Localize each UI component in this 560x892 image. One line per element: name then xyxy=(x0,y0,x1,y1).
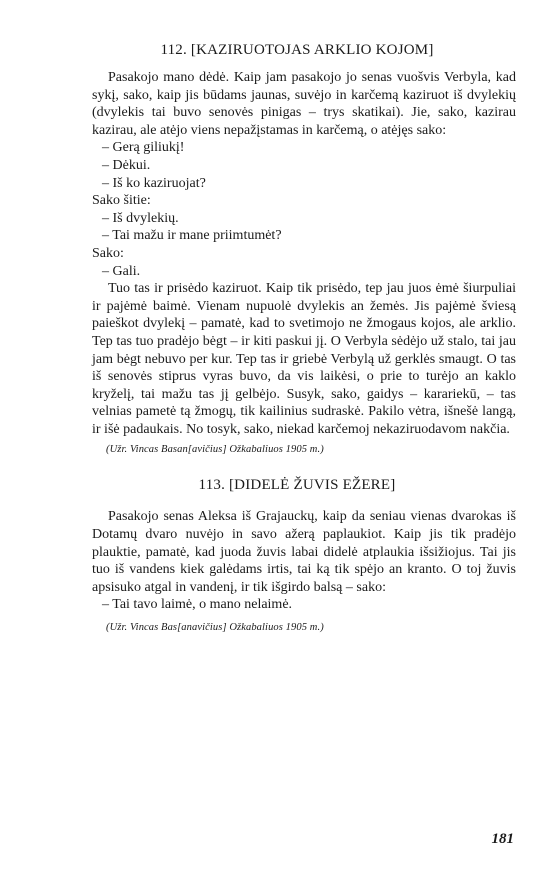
dialogue-line: – Tai tavo laimė, o mano nelaimė. xyxy=(102,597,293,613)
dialogue-line: Sako: xyxy=(92,245,124,261)
dialogue-line: – Gali. xyxy=(102,263,141,279)
page-number: 181 xyxy=(491,831,514,847)
dialogue-line: – Dėkui. xyxy=(102,157,151,173)
story-112-source-note: (Užr. Vincas Basan[avičius] Ožkabaliuos 1905 m.) xyxy=(106,444,324,456)
dialogue-line: Sako šitie: xyxy=(92,193,151,209)
story-112-outro: Tuo tas ir prisėdo kaziruot. Kaip tik prisėdo, tep jau juos ėmė šiurpuliai ir pajėmė baimė. Vienam nupuolė dvylekis an žemės. Jis pajėmė šviesą paieškot dvylekį – pamatė, kad to svetimojo ne žmogaus kojos, ale arklio. Tep tas tuo pradėjo bėgt – ir kiti paskui jį. O Verbyla sėdėjo už stalo, tai jau jam bėgt nebuvo per kur. Tep tas ir griebė Verbylą už gerklės smaugt. O tas iš senovės stiprus vyras buvo, da vis laikėsi, o prie to turėjo an kaklo kryželį, tai mažu tas jį gelbėjo. Susyk, sako, gaidys – karariekū, – tas velnias pametė tą žmogų, tik kailinius sudraskė. Pakilo vėtra, išnešė langą, ir išė padaukais. No tosyk, sako, niekad karčemoj nekaziruodavom nakčia. xyxy=(92,281,516,437)
dialogue-line: – Iš dvylekių. xyxy=(102,210,179,226)
dialogue-line: – Tai mažu ir mane priimtumėt? xyxy=(102,228,282,244)
dialogue-line: – Iš ko kaziruojat? xyxy=(102,175,206,191)
story-112-intro: Pasakojo mano dėdė. Kaip jam pasakojo jo senas vuošvis Verbyla, kad sykį, sako, kaip jis būdams jaunas, suvėjo in karčemą kaziruot iš dvylekių (dvylekis tai buvo senovės pinigas – trys skatikai). Jie, sako, kazirau kazirau, ale atėjo viens nepažįstamas in karčemą, o atėjęs sako: xyxy=(92,70,516,138)
story-112-dialogue xyxy=(92,139,516,280)
story-113-source-note: (Užr. Vincas Bas[anavičius] Ožkabaliuos 1905 m.) xyxy=(106,622,324,634)
story-113-intro: Pasakojo senas Aleksa iš Grajauckų, kaip da seniau vienas dvarokas iš Dotamų dvaro nuvėjo in savo ažerą paplaukiot. Kaip jis tik pradėjo plauktie, pamatė, kad juoda žuvis labai didelė atplaukia išsižiojus. Tai jis tuo iš vandens kiek galėdams irtis, tai ką tik spėjo an kranto. O toj žuvis apsisuko atgal in vandenį, ir tik išgirdo balsą – sako: xyxy=(92,509,516,595)
story-113-heading: 113. [DIDELĖ ŽUVIS EŽERE] xyxy=(198,477,396,494)
story-112-heading: 112. [KAZIRUOTOJAS ARKLIO KOJOM] xyxy=(160,42,434,58)
dialogue-line: – Gerą giliukį! xyxy=(102,140,185,156)
